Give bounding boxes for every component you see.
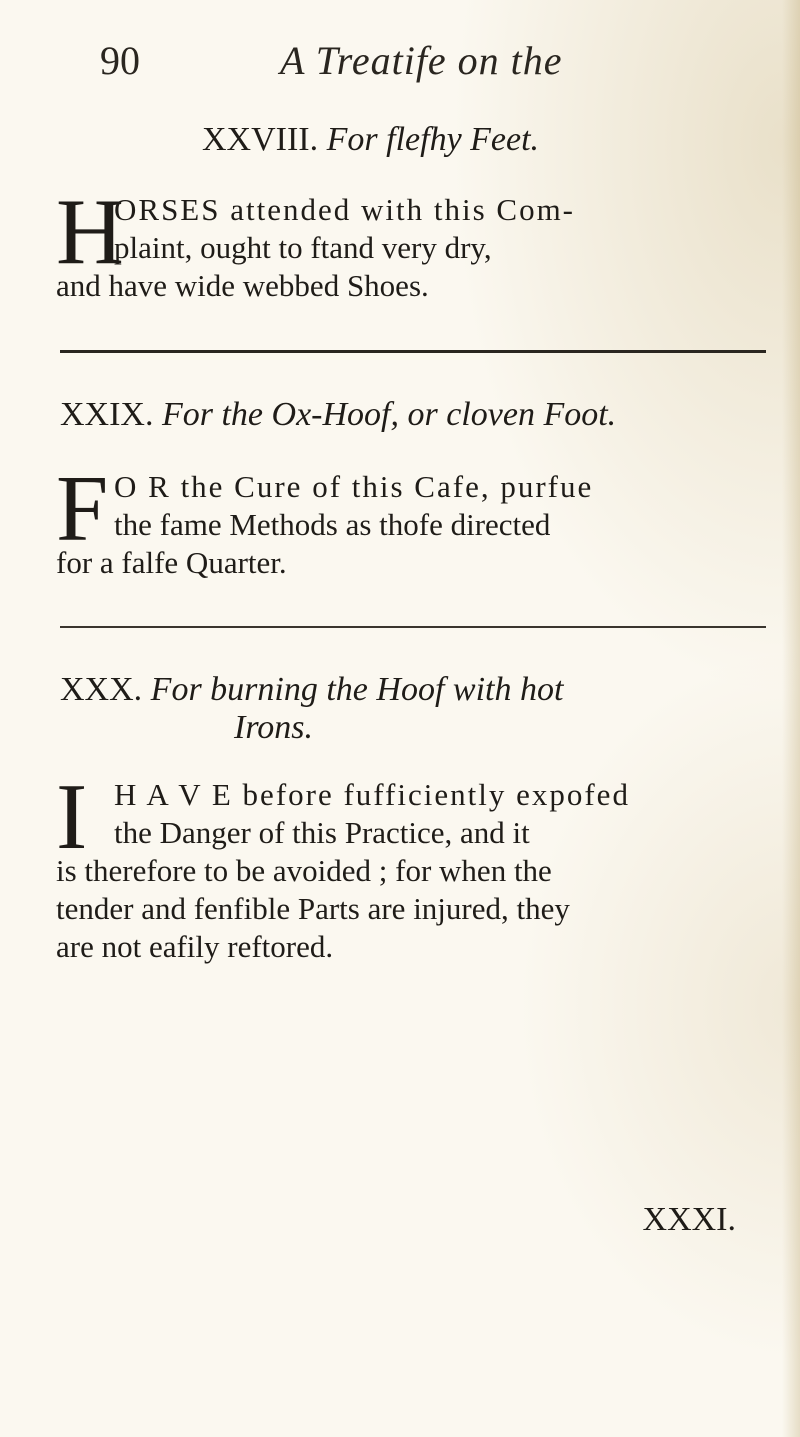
text-line: plaint, ought to ftand very dry, [114, 230, 492, 265]
text-line: tender and fenfible Parts are injured, they [56, 891, 570, 926]
text-line: O R the Cure of this Cafe, purfue [114, 469, 594, 504]
drop-cap: I [56, 765, 88, 869]
text-line: for a falfe Quarter. [56, 545, 287, 580]
drop-cap: H [56, 180, 124, 284]
page-edge-shadow [782, 0, 800, 1437]
section-heading-30 [60, 670, 563, 710]
section-divider [60, 350, 766, 353]
section-body-29 [56, 457, 766, 582]
catchword: XXXI. [642, 1201, 736, 1238]
section-title: For the Ox-Hoof, or cloven Foot. [161, 396, 617, 433]
section-title-continued: Irons. [234, 709, 314, 746]
section-title: For flefhy Feet. [326, 121, 540, 158]
section-heading-28 [202, 120, 539, 160]
drop-cap: F [56, 457, 109, 561]
section-body-28 [56, 180, 766, 305]
section-number: XXVIII. [202, 121, 319, 158]
section-number: XXX. [60, 671, 143, 708]
text-line: are not eafily reftored. [56, 929, 334, 964]
text-line: and have wide webbed Shoes. [56, 268, 429, 303]
text-line: the fame Methods as thofe directed [114, 507, 551, 542]
text-line: ORSES attended with this Com- [114, 192, 575, 227]
section-heading-29 [60, 395, 616, 435]
text-line: H A V E before fufficiently expofed [114, 777, 630, 812]
section-divider [60, 626, 766, 628]
section-body-30 [56, 765, 766, 966]
running-head [100, 36, 760, 86]
text-line: is therefore to be avoided ; for when the [56, 853, 552, 888]
section-number: XXIX. [60, 396, 154, 433]
running-title: A Treatife on the [280, 38, 563, 83]
page-number: 90 [100, 38, 140, 83]
text-line: the Danger of this Practice, and it [114, 815, 530, 850]
section-title: For burning the Hoof with hot [150, 671, 564, 708]
